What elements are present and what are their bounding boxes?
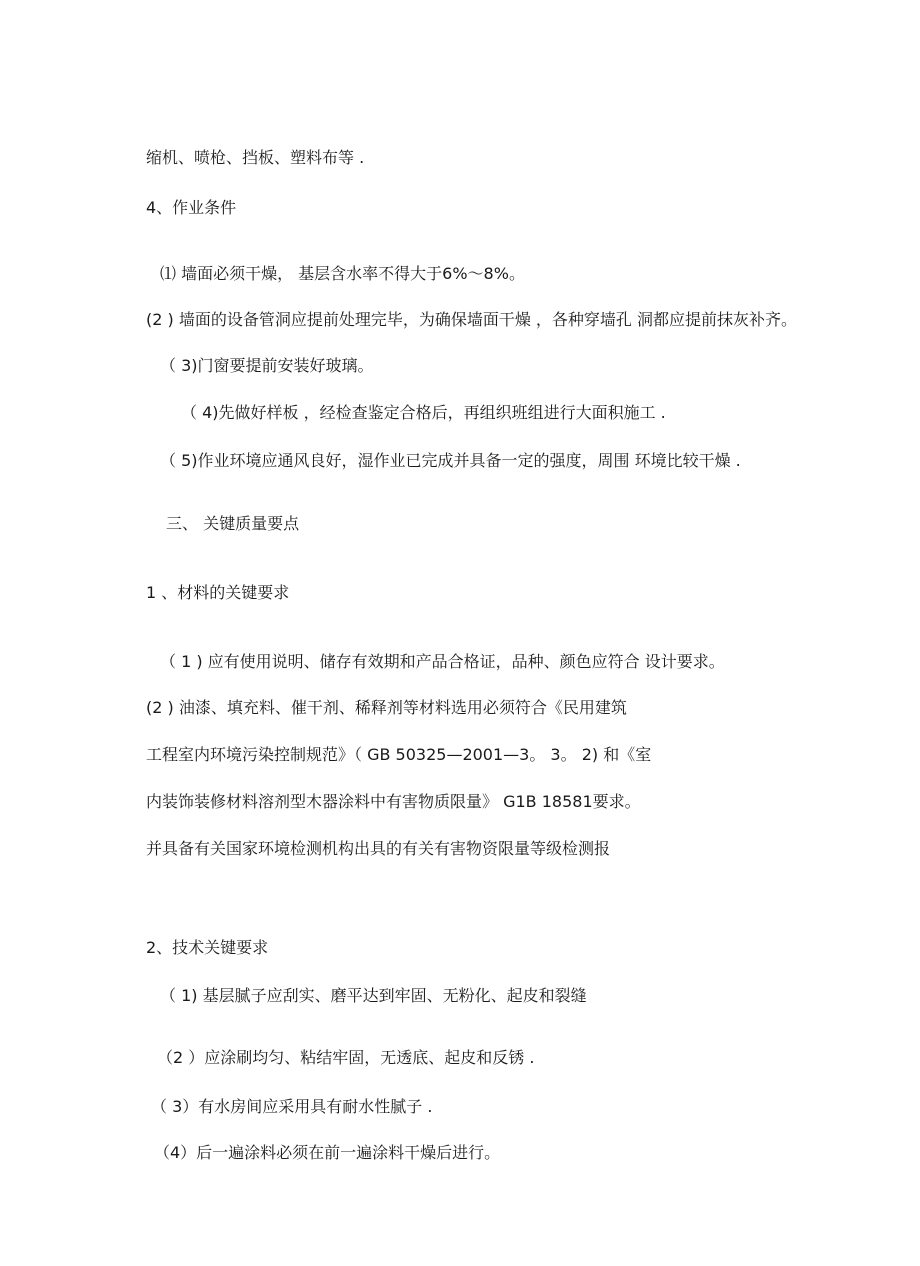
text-line-technical-req-4: （4）后一遍涂料必须在前一遍涂料干燥后进行。 (154, 1143, 501, 1162)
text-line-material-req-2-cont-a: 工程室内环境污染控制规范》（ GB 50325—2001—3。 3。 2) 和《室 (146, 745, 652, 764)
text-line-condition-4: （ 4)先做好样板 ，经检查鉴定合格后，再组织班组进行大面积施工 . (181, 403, 666, 422)
subsection-heading-material-requirements: 1 、材料的关键要求 (146, 583, 290, 602)
subsection-heading-technical-requirements: 2、技术关键要求 (146, 938, 269, 957)
text-line-materials-continued: 缩机、喷枪、挡板、塑料布等 . (146, 148, 365, 167)
text-line-material-req-2: (2 ) 油漆、填充料、催干剂、稀释剂等材料选用必须符合《民用建筑 (146, 698, 627, 717)
section-heading-key-quality-points: 三、 关键质量要点 (166, 514, 300, 533)
text-line-condition-1: ⑴ 墙面必须干燥， 基层含水率不得大于6%～8%。 (160, 264, 525, 283)
text-line-technical-req-3: （ 3）有水房间应采用具有耐水性腻子 . (151, 1097, 433, 1116)
text-line-technical-req-2: （2 ）应涂刷均匀、粘结牢固，无透底、起皮和反锈 . (157, 1048, 535, 1067)
text-line-condition-3: （ 3)门窗要提前安装好玻璃。 (160, 356, 374, 375)
text-line-condition-5: （ 5)作业环境应通风良好，湿作业已完成并具备一定的强度，周围 环境比较干燥 . (160, 451, 741, 470)
text-line-material-req-1: （ 1 ) 应有使用说明、储存有效期和产品合格证，品种、颜色应符合 设计要求。 (160, 652, 725, 671)
section-heading-work-conditions: 4、作业条件 (146, 198, 237, 217)
text-line-material-req-2-cont-c: 并具备有关国家环境检测机构出具的有关有害物资限量等级检测报 (146, 839, 611, 858)
text-line-material-req-2-cont-b: 内装饰装修材料溶剂型木器涂料中有害物质限量》 G1B 18581要求。 (146, 792, 641, 811)
text-line-technical-req-1: （ 1) 基层腻子应刮实、磨平达到牢固、无粉化、起皮和裂缝 (160, 986, 587, 1005)
text-line-condition-2: (2 ) 墙面的设备管洞应提前处理完毕，为确保墙面干燥 ，各种穿墙孔 洞都应提前抹灰补齐。 (146, 310, 798, 329)
